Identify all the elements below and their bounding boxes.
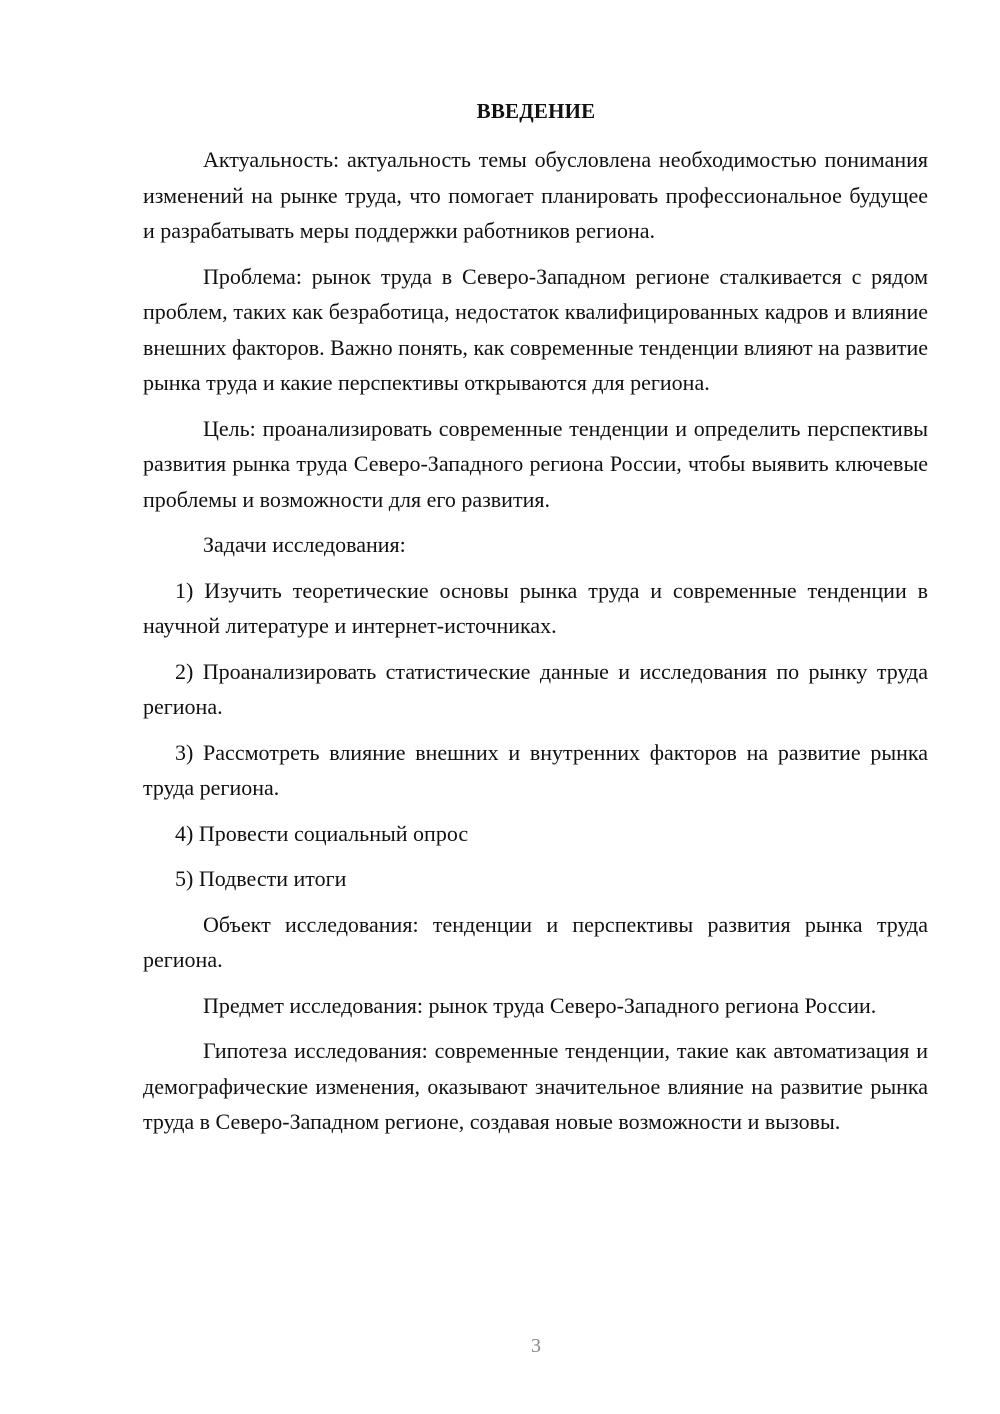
paragraph-goal: Цель: проанализировать современные тенденции и определить перспективы развития рынка труда Северо-Западного региона России, чтобы выявить ключевые проблемы и возможности для его развития. <box>143 415 928 512</box>
page-title: ВВЕДЕНИЕ <box>476 99 596 123</box>
task-item-3: 3) Рассмотреть влияние внешних и внутренних факторов на развитие рынка труда региона. <box>143 739 928 800</box>
tasks-heading: Задачи исследования: <box>203 532 406 557</box>
page-number: 3 <box>531 1335 541 1357</box>
task-item-2: 2) Проанализировать статистические данные и исследования по рынку труда региона. <box>143 658 928 719</box>
document-body <box>143 142 928 1150</box>
task-item-4: 4) Провести социальный опрос <box>175 820 469 846</box>
task-item-1: 1) Изучить теоретические основы рынка труда и современные тенденции в научной литературе и интернет-источниках. <box>143 577 928 638</box>
task-item-5: 5) Подвести итоги <box>175 866 347 891</box>
paragraph-relevance: Актуальность: актуальность темы обусловлена необходимостью понимания изменений на рынке труда, что помогает планировать профессиональное будущее и разрабатывать меры поддержки работников региона. <box>143 147 928 243</box>
paragraph-subject: Предмет исследования: рынок труда Северо-Западного региона России. <box>203 992 877 1018</box>
paragraph-hypothesis: Гипотеза исследования: современные тенденции, такие как автоматизация и демографические изменения, оказывают значительное влияние на развитие рынка труда в Северо-Западном регионе, создавая новые возможности и вызовы. <box>143 1038 928 1134</box>
paragraph-problem: Проблема: рынок труда в Северо-Западном регионе сталкивается с рядом проблем, таких как безработица, недостаток квалифицированных кадров и влияние внешних факторов. Важно понять, как современные тенденции влияют на развитие рынка труда и какие перспективы открываются для региона. <box>143 263 928 395</box>
paragraph-object: Объект исследования: тенденции и перспективы развития рынка труда региона. <box>143 911 928 972</box>
